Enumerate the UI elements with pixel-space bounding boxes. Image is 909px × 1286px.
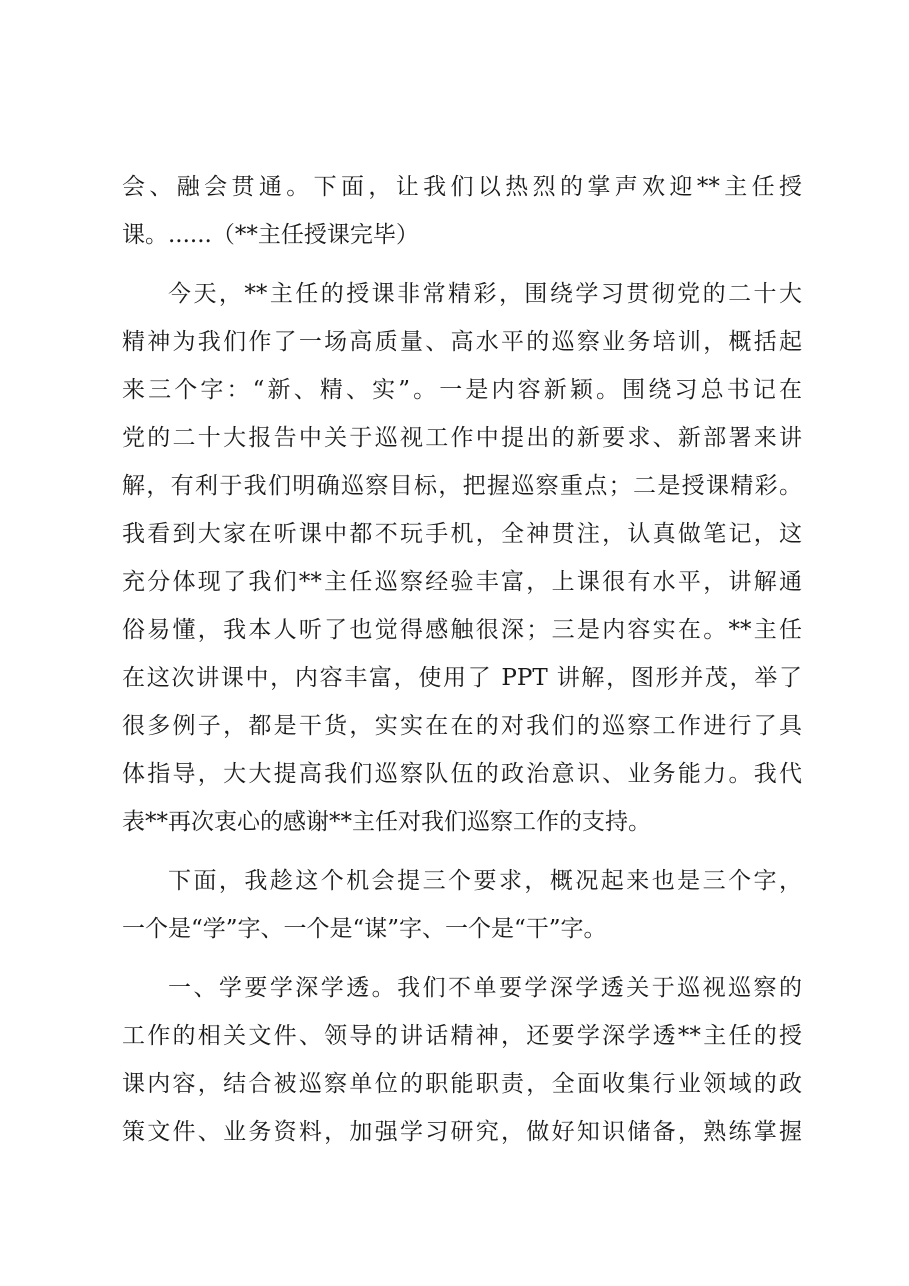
paragraph xyxy=(122,270,802,846)
text-line: 体指导，大大提高我们巡察队伍的政治意识、业务能力。我代 xyxy=(122,761,802,787)
text-line: 来三个字：“新、精、实”。一是内容新颖。围绕习总书记在 xyxy=(122,377,802,403)
text-line: 下面，我趁这个机会提三个要求，概况起来也是三个字， xyxy=(168,868,802,894)
text-line: 党的二十大报告中关于巡视工作中提出的新要求、新部署来讲 xyxy=(122,425,802,451)
text-line: 俗易懂，我本人听了也觉得感触很深；三是内容实在。**主任 xyxy=(122,617,802,643)
text-line: 策文件、业务资料，加强学习研究，做好知识储备，熟练掌握 xyxy=(122,1119,802,1145)
text-line: 很多例子，都是干货，实实在在的对我们的巡察工作进行了具 xyxy=(122,713,802,739)
document-body xyxy=(122,163,802,1156)
text-line: 精神为我们作了一场高质量、高水平的巡察业务培训，概括起 xyxy=(122,329,802,355)
paragraph xyxy=(122,857,802,953)
paragraph xyxy=(122,163,802,259)
text-line: 会、融会贯通。下面，让我们以热烈的掌声欢迎**主任授 xyxy=(122,174,802,200)
text-line: 一个是“学”字、一个是“谋”字、一个是“干”字。 xyxy=(122,916,607,942)
text-line: 今天，**主任的授课非常精彩，围绕学习贯彻党的二十大 xyxy=(168,281,802,307)
text-line: 充分体现了我们**主任巡察经验丰富，上课很有水平，讲解通 xyxy=(122,569,802,595)
text-line: 一、学要学深学透。我们不单要学深学透关于巡视巡察的 xyxy=(168,975,802,1001)
text-line: 我看到大家在听课中都不玩手机，全神贯注，认真做笔记，这 xyxy=(122,521,802,547)
text-line: 表**再次衷心的感谢**主任对我们巡察工作的支持。 xyxy=(122,809,651,835)
text-line: 课内容，结合被巡察单位的职能职责，全面收集行业领域的政 xyxy=(122,1071,802,1097)
text-line: 课。......（**主任授课完毕） xyxy=(122,222,419,248)
text-line: 在这次讲课中，内容丰富，使用了 PPT 讲解，图形并茂，举了 xyxy=(122,665,802,691)
text-line: 解，有利于我们明确巡察目标，把握巡察重点；二是授课精彩。 xyxy=(122,473,802,499)
paragraph xyxy=(122,964,802,1156)
text-line: 工作的相关文件、领导的讲话精神，还要学深学透**主任的授 xyxy=(122,1023,802,1049)
